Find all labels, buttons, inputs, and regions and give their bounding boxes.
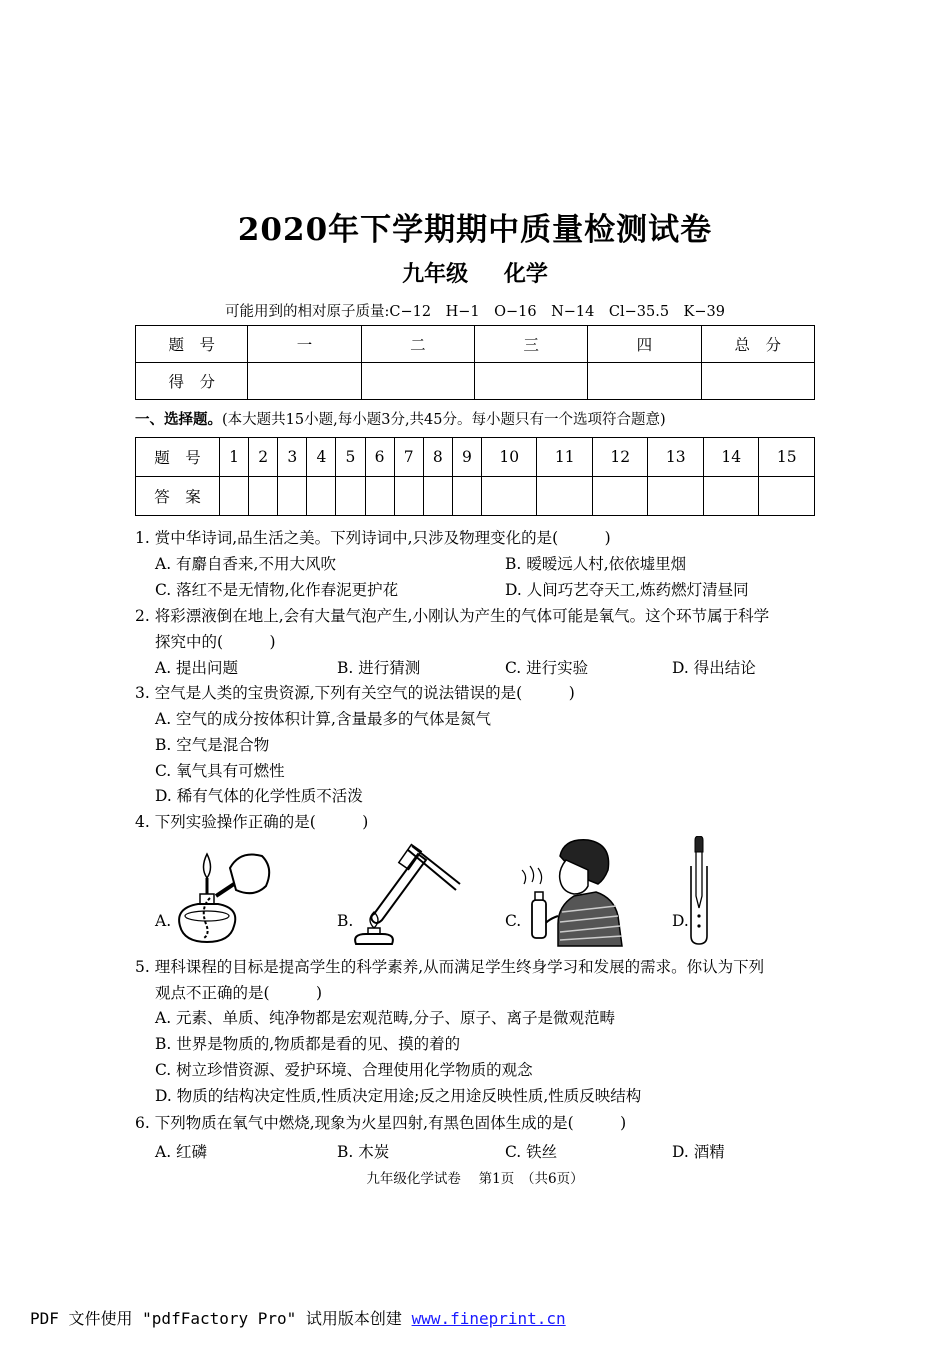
answer-number-14: 14 bbox=[703, 438, 759, 477]
score-header-total: 总 分 bbox=[701, 326, 814, 363]
answer-number-7: 7 bbox=[394, 438, 423, 477]
score-header-1: 一 bbox=[248, 326, 361, 363]
score-cell bbox=[474, 363, 587, 400]
section-note: (本大题共15小题,每小题3分,共45分。每小题只有一个选项符合题意) bbox=[222, 412, 666, 428]
score-cell bbox=[248, 363, 361, 400]
q4-option-b: B. bbox=[337, 912, 354, 930]
q4-option-c: C. bbox=[505, 912, 522, 930]
answer-cell-8 bbox=[423, 477, 452, 516]
answer-cell-11 bbox=[537, 477, 593, 516]
page-footer: 九年级化学试卷 第1页 （共6页） bbox=[366, 1171, 584, 1187]
q3-option-c: C. 氧气具有可燃性 bbox=[155, 762, 285, 780]
answer-cell-13 bbox=[648, 477, 704, 516]
q3-stem: 3. 空气是人类的宝贵资源,下列有关空气的说法错误的是( ) bbox=[135, 684, 575, 702]
score-header-4: 四 bbox=[588, 326, 701, 363]
answer-number-9: 9 bbox=[452, 438, 481, 477]
section-title: 一、选择题。 bbox=[135, 412, 222, 428]
score-header-label: 题 号 bbox=[136, 326, 248, 363]
answer-cell-9 bbox=[452, 477, 481, 516]
answer-number-11: 11 bbox=[537, 438, 593, 477]
score-cell bbox=[361, 363, 474, 400]
q5-option-b: B. 世界是物质的,物质都是看的见、摸的着的 bbox=[155, 1035, 461, 1053]
q4-option-d: D. bbox=[672, 912, 689, 930]
q5-option-a: A. 元素、单质、纯净物都是宏观范畴,分子、原子、离子是微观范畴 bbox=[155, 1009, 615, 1027]
answer-number-8: 8 bbox=[423, 438, 452, 477]
q6-option-a: A. 红磷 bbox=[155, 1143, 208, 1161]
score-cell bbox=[588, 363, 701, 400]
pdf-watermark bbox=[30, 1306, 566, 1329]
q6-option-d: D. 酒精 bbox=[672, 1143, 725, 1161]
answer-cell-4 bbox=[307, 477, 336, 516]
q4-stem: 4. 下列实验操作正确的是( ) bbox=[135, 813, 369, 831]
q1-option-c: C. 落红不是无情物,化作春泥更护花 bbox=[155, 581, 399, 599]
q5-option-c: C. 树立珍惜资源、爱护环境、合理使用化学物质的观念 bbox=[155, 1061, 533, 1079]
q2-stem-line1: 2. 将彩漂液倒在地上,会有大量气泡产生,小刚认为产生的气体可能是氧气。这个环节属于科学 bbox=[135, 607, 770, 625]
dropper-in-tube-figure bbox=[684, 836, 714, 946]
answer-number-12: 12 bbox=[592, 438, 648, 477]
answer-number-13: 13 bbox=[648, 438, 704, 477]
answer-number-3: 3 bbox=[278, 438, 307, 477]
answer-cell-15 bbox=[759, 477, 815, 516]
q3-option-a: A. 空气的成分按体积计算,含量最多的气体是氮气 bbox=[155, 710, 491, 728]
answer-number-2: 2 bbox=[249, 438, 278, 477]
grade-label: 九年级 bbox=[402, 261, 469, 287]
q6-option-c: C. 铁丝 bbox=[505, 1143, 558, 1161]
q5-stem-line1: 5. 理科课程的目标是提高学生的科学素养,从而满足学生终身学习和发展的需求。你认为下列 bbox=[135, 958, 765, 976]
score-header-3: 三 bbox=[474, 326, 587, 363]
answer-cell-2 bbox=[249, 477, 278, 516]
q3-option-b: B. 空气是混合物 bbox=[155, 736, 270, 754]
answer-cell-12 bbox=[592, 477, 648, 516]
q1-stem: 1. 赏中华诗词,品生活之美。下列诗词中,只涉及物理变化的是( ) bbox=[135, 529, 611, 547]
answer-header-label: 题 号 bbox=[136, 438, 220, 477]
q5-option-d: D. 物质的结构决定性质,性质决定用途;反之用途反映性质,性质反映结构 bbox=[155, 1087, 642, 1105]
test-tube-heating-figure bbox=[352, 836, 462, 948]
score-cell bbox=[701, 363, 814, 400]
answer-table bbox=[135, 437, 815, 516]
q1-option-a: A. 有麝自香来,不用大风吹 bbox=[155, 555, 336, 573]
subject-label: 化学 bbox=[503, 261, 548, 287]
section-heading bbox=[135, 408, 666, 429]
q2-option-b: B. 进行猜测 bbox=[337, 659, 421, 677]
smelling-gas-figure bbox=[518, 836, 628, 948]
answer-cell-5 bbox=[336, 477, 365, 516]
q3-option-d: D. 稀有气体的化学性质不活泼 bbox=[155, 787, 363, 805]
q2-option-c: C. 进行实验 bbox=[505, 659, 589, 677]
answer-cell-7 bbox=[394, 477, 423, 516]
answer-number-15: 15 bbox=[759, 438, 815, 477]
q2-stem-line2: 探究中的( ) bbox=[155, 633, 276, 651]
answer-row-label: 答 案 bbox=[136, 477, 220, 516]
q6-option-b: B. 木炭 bbox=[337, 1143, 390, 1161]
watermark-link[interactable]: www.fineprint.cn bbox=[411, 1309, 566, 1328]
exam-title: 2020年下学期期中质量检测试卷 bbox=[237, 212, 713, 248]
answer-number-6: 6 bbox=[365, 438, 394, 477]
watermark-text: PDF 文件使用 "pdfFactory Pro" 试用版本创建 bbox=[30, 1309, 412, 1328]
exam-subtitle bbox=[0, 257, 950, 288]
atomic-masses: 可能用到的相对原子质量:C−12 H−1 O−16 N−14 Cl−35.5 K−39 bbox=[225, 304, 725, 320]
answer-number-5: 5 bbox=[336, 438, 365, 477]
q1-option-d: D. 人间巧艺夺天工,炼药燃灯清昼同 bbox=[505, 581, 749, 599]
score-header-2: 二 bbox=[361, 326, 474, 363]
q6-stem: 6. 下列物质在氧气中燃烧,现象为火星四射,有黑色固体生成的是( ) bbox=[135, 1114, 627, 1132]
q2-option-d: D. 得出结论 bbox=[672, 659, 756, 677]
answer-cell-3 bbox=[278, 477, 307, 516]
answer-number-4: 4 bbox=[307, 438, 336, 477]
q2-option-a: A. 提出问题 bbox=[155, 659, 239, 677]
answer-cell-6 bbox=[365, 477, 394, 516]
answer-cell-14 bbox=[703, 477, 759, 516]
answer-cell-10 bbox=[481, 477, 537, 516]
q4-option-a: A. bbox=[155, 912, 172, 930]
answer-number-10: 10 bbox=[481, 438, 537, 477]
score-table bbox=[135, 325, 815, 400]
q1-option-b: B. 暧暧远人村,依依墟里烟 bbox=[505, 555, 687, 573]
q5-stem-line2: 观点不正确的是( ) bbox=[155, 984, 323, 1002]
alcohol-lamp-lighting-figure bbox=[170, 838, 275, 948]
answer-cell-1 bbox=[220, 477, 249, 516]
answer-number-1: 1 bbox=[220, 438, 249, 477]
score-row-label: 得 分 bbox=[136, 363, 248, 400]
